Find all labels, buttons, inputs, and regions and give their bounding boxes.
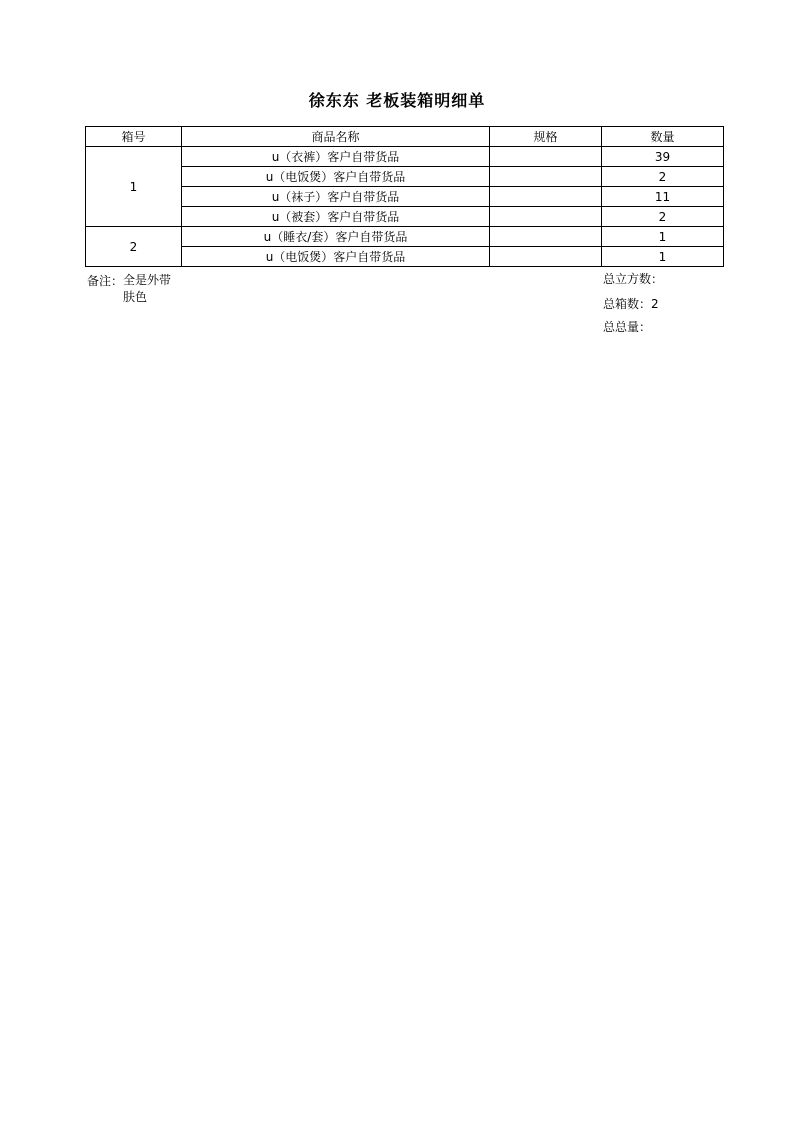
quantity-cell: 1: [602, 247, 724, 267]
total-boxes-label: 总箱数：: [603, 297, 652, 311]
product-name-cell: u（被套）客户自带货品: [182, 207, 490, 227]
table-header-row: [86, 127, 724, 147]
quantity-cell: 1: [602, 227, 724, 247]
product-name-cell: u（电饭煲）客户自带货品: [182, 167, 490, 187]
total-boxes-value: 2: [651, 297, 659, 311]
table-row: [86, 147, 724, 167]
total-volume-label: 总立方数：: [603, 272, 664, 286]
table-row: [86, 247, 724, 267]
box-number-cell: 1: [86, 147, 182, 227]
packing-table: [85, 126, 724, 267]
header-product-name: 商品名称: [182, 127, 490, 147]
total-boxes: [603, 295, 659, 312]
product-name-cell: u（电饭煲）客户自带货品: [182, 247, 490, 267]
spec-cell: [490, 167, 602, 187]
table-row: [86, 167, 724, 187]
table-row: [86, 207, 724, 227]
page-title: 徐东东 老板装箱明细单: [308, 91, 486, 110]
box-number-cell: 2: [86, 227, 182, 267]
header-box-no: 箱号: [86, 127, 182, 147]
notes-text: 全是外带肤色: [123, 273, 172, 304]
spec-cell: [490, 207, 602, 227]
header-spec: 规格: [490, 127, 602, 147]
spec-cell: [490, 227, 602, 247]
total-volume: [603, 270, 663, 287]
notes-label: 备注：: [87, 274, 124, 288]
spec-cell: [490, 187, 602, 207]
spec-cell: [490, 247, 602, 267]
spec-cell: [490, 147, 602, 167]
quantity-cell: 11: [602, 187, 724, 207]
header-quantity: 数量: [602, 127, 724, 147]
total-weight: [603, 318, 651, 335]
product-name-cell: u（睡衣/套）客户自带货品: [182, 227, 490, 247]
table-row: [86, 227, 724, 247]
table-row: [86, 187, 724, 207]
product-name-cell: u（衣裤）客户自带货品: [182, 147, 490, 167]
product-name-cell: u（袜子）客户自带货品: [182, 187, 490, 207]
quantity-cell: 2: [602, 207, 724, 227]
quantity-cell: 2: [602, 167, 724, 187]
total-weight-label: 总总量：: [603, 320, 652, 334]
quantity-cell: 39: [602, 147, 724, 167]
